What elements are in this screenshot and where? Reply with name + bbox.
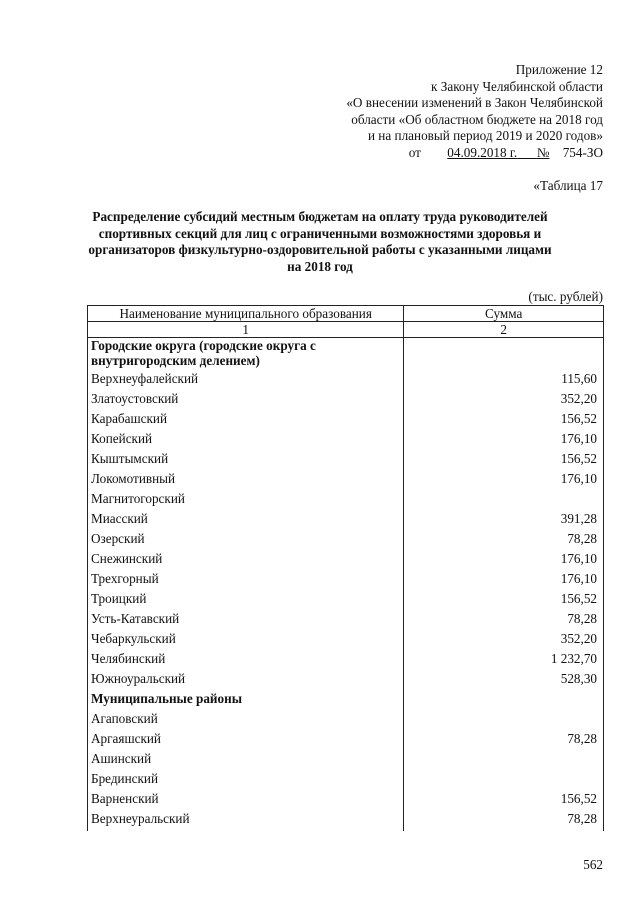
law-date: 04.09.2018 г. (447, 144, 518, 160)
municipality-name: Чебаркульский (88, 631, 404, 651)
subsidy-amount: 156,52 (404, 451, 604, 471)
column-header-name: Наименование муниципального образования (88, 306, 404, 322)
table-row (88, 431, 604, 451)
column-header-sum: Сумма (404, 306, 604, 322)
subsidy-amount: 115,60 (404, 371, 604, 391)
municipality-name: Кыштымский (88, 451, 404, 471)
table-row (88, 791, 604, 811)
subsidy-amount: 352,20 (404, 631, 604, 651)
municipality-name: Снежинский (88, 551, 404, 571)
subsidy-amount (404, 751, 604, 771)
subsidy-amount: 391,28 (404, 511, 604, 531)
municipality-name: Усть-Катавский (88, 611, 404, 631)
table-row (88, 611, 604, 631)
subsidy-amount: 176,10 (404, 471, 604, 491)
subsidy-amount: 156,52 (404, 791, 604, 811)
subsidy-amount: 176,10 (404, 551, 604, 571)
table-row (88, 391, 604, 411)
subsidy-amount: 78,28 (404, 731, 604, 751)
table-row (88, 731, 604, 751)
header-date-line (273, 145, 603, 162)
subsidy-amount: 176,10 (404, 571, 604, 591)
municipality-name: Южноуральский (88, 671, 404, 691)
header-line: и на плановый период 2019 и 2020 годов» (367, 128, 603, 144)
table-row (88, 711, 604, 731)
table-row (88, 451, 604, 471)
document-title: Распределение субсидий местным бюджетам на оплату труда руководителей спортивных секций для лиц с ограниченными возможностями здоровья и организаторов физкультурно-оздоровительной работы с указанными лицами на 2018 год (88, 209, 552, 274)
municipality-name: Копейский (88, 431, 404, 451)
table-row (88, 651, 604, 671)
subsidy-amount: 156,52 (404, 411, 604, 431)
table-row (88, 811, 604, 831)
municipality-name: Магнитогорский (88, 491, 404, 511)
table-row (88, 531, 604, 551)
table-header-row (88, 306, 604, 322)
municipality-name: Городские округа (городские округа с внутригородским делением) (88, 338, 404, 372)
municipality-name: Брединский (88, 771, 404, 791)
subsidy-amount: 528,30 (404, 671, 604, 691)
header-line: к Закону Челябинской области (431, 78, 603, 94)
table-column-number-row (88, 322, 604, 338)
municipality-name: Верхнеуфалейский (88, 371, 404, 391)
municipality-name: Златоустовский (88, 391, 404, 411)
table-row (88, 771, 604, 791)
subsidy-amount: 352,20 (404, 391, 604, 411)
table-row (88, 591, 604, 611)
table-row (88, 751, 604, 771)
subsidy-amount: 78,28 (404, 811, 604, 831)
table-section-row (88, 338, 604, 372)
column-number: 1 (88, 322, 404, 338)
municipality-name: Варненский (88, 791, 404, 811)
document-header (273, 62, 603, 162)
table-row (88, 491, 604, 511)
header-line: области «Об областном бюджете на 2018 год (351, 111, 603, 127)
municipality-name: Агаповский (88, 711, 404, 731)
subsidy-amount (404, 338, 604, 372)
table-body (88, 338, 604, 832)
municipality-name: Локомотивный (88, 471, 404, 491)
table-section-row (88, 691, 604, 711)
units-label: (тыс. рублей) (528, 289, 603, 304)
table-row (88, 471, 604, 491)
number-prefix: № (536, 144, 550, 160)
header-line: «О внесении изменений в Закон Челябинской (346, 95, 603, 111)
subsidy-amount: 176,10 (404, 431, 604, 451)
municipality-name: Челябинский (88, 651, 404, 671)
table-row (88, 511, 604, 531)
law-number: 754-ЗО (562, 144, 603, 160)
municipality-name: Верхнеуральский (88, 811, 404, 831)
table-row (88, 631, 604, 651)
table-row (88, 571, 604, 591)
municipality-name: Миасский (88, 511, 404, 531)
subsidy-amount: 78,28 (404, 611, 604, 631)
municipality-name: Троицкий (88, 591, 404, 611)
municipality-name: Муниципальные районы (88, 691, 404, 711)
subsidy-table (87, 305, 604, 831)
subsidy-amount (404, 491, 604, 511)
municipality-name: Карабашский (88, 411, 404, 431)
column-number: 2 (404, 322, 604, 338)
date-prefix: от (408, 144, 421, 160)
table-row (88, 411, 604, 431)
municipality-name: Озерский (88, 531, 404, 551)
header-line: Приложение 12 (515, 62, 603, 77)
subsidy-amount: 156,52 (404, 591, 604, 611)
subsidy-amount (404, 771, 604, 791)
subsidy-amount: 1 232,70 (404, 651, 604, 671)
table-row (88, 671, 604, 691)
table-row (88, 551, 604, 571)
subsidy-amount: 78,28 (404, 531, 604, 551)
subsidy-amount (404, 711, 604, 731)
table-label: «Таблица 17 (533, 178, 603, 193)
municipality-name: Аргаяшский (88, 731, 404, 751)
municipality-name: Ашинский (88, 751, 404, 771)
page-number: 562 (583, 857, 603, 872)
subsidy-amount (404, 691, 604, 711)
municipality-name: Трехгорный (88, 571, 404, 591)
table-row (88, 371, 604, 391)
